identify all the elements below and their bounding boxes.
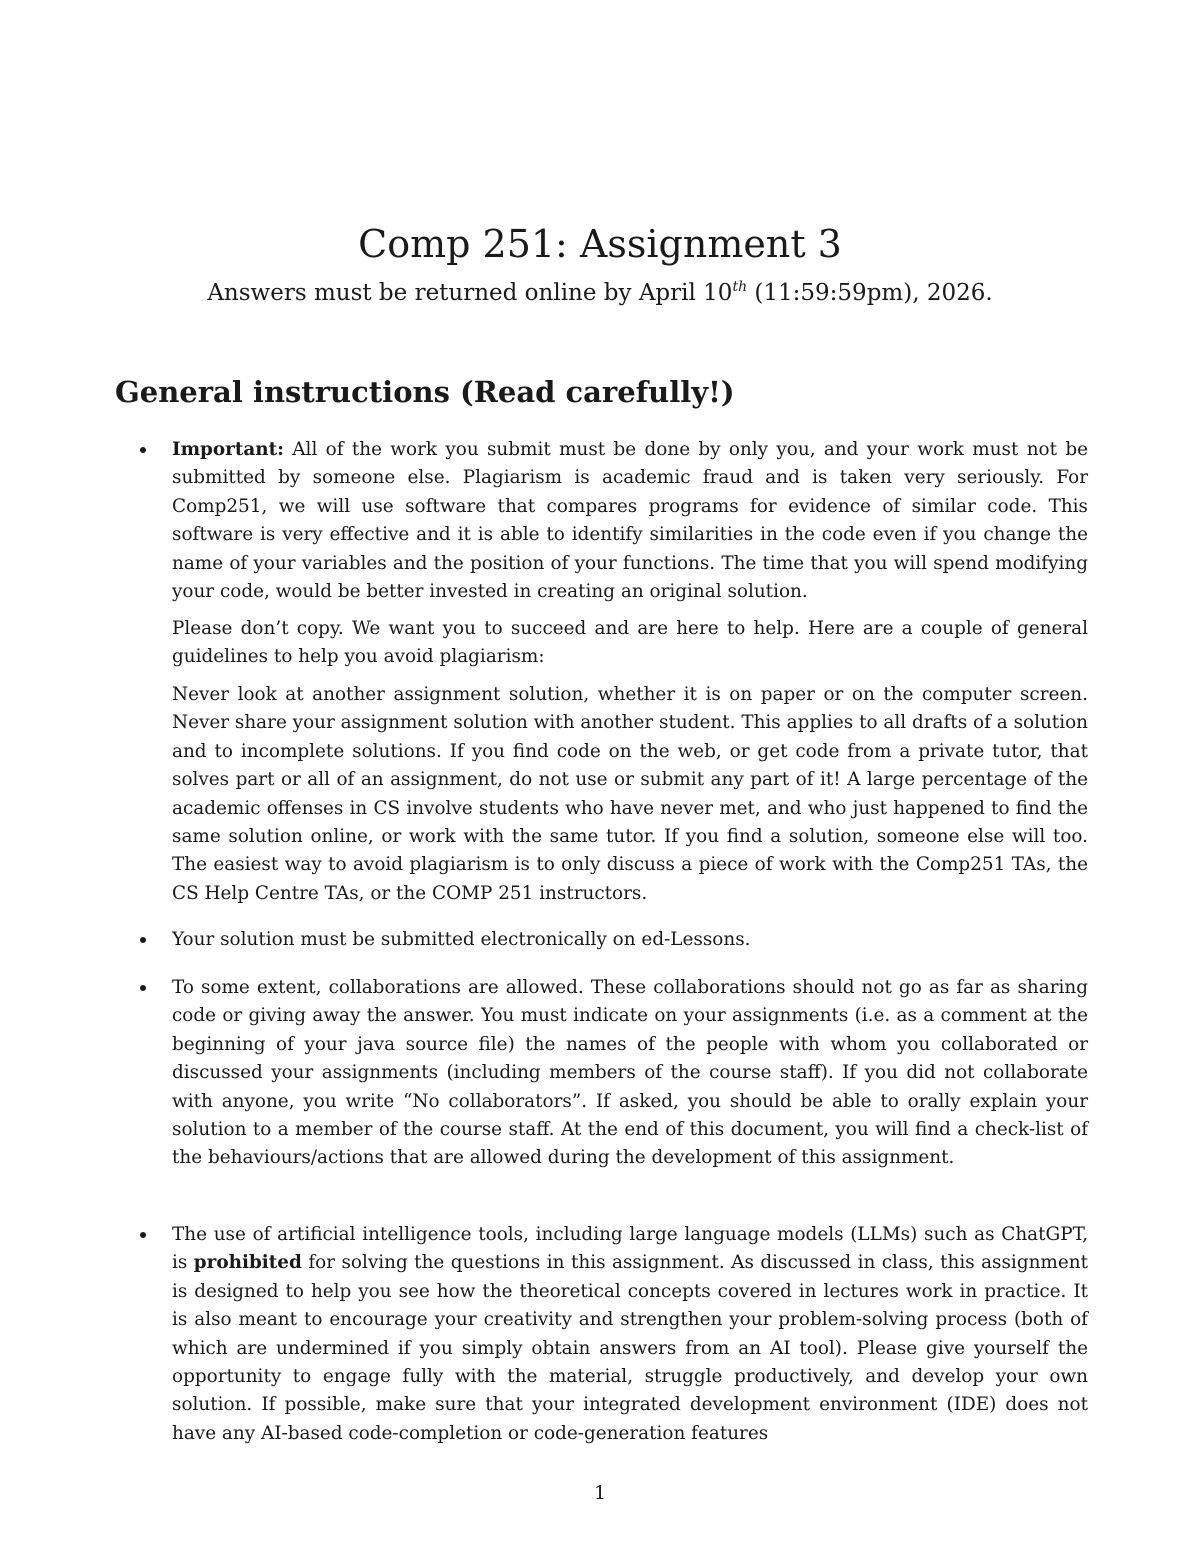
page-number: 1	[593, 1482, 607, 1504]
bullet-icon	[140, 985, 146, 991]
important-paragraph	[172, 436, 1088, 606]
ai-policy-paragraph	[172, 1221, 1088, 1448]
ai-policy-text-start: The use of artificial intelligence tools, including large language models (LLMs) such as ChatGPT, is	[172, 1224, 1088, 1274]
submission-paragraph: Your solution must be submitted electronically on ed-Lessons.	[172, 929, 751, 950]
prohibited-label: prohibited	[193, 1252, 302, 1274]
collaborations-paragraph: To some extent, collaborations are allowed. These collaborations should not go as far as sharing code or giving away the answer. You must indicate on your assignments (i.e. as a comment at the beginning of your java source file) the names of the people with whom you collaborated or discussed your assignments (including members of the course staff). If you did not collaborate with anyone, you write “No collaborators”. If asked, you should be able to orally explain your solution to a member of the course staff. At the end of this document, you will find a check-list of the behaviours/actions that are allowed during the development of this assignment.	[172, 977, 1088, 1169]
never-look-paragraph: Never look at another assignment solution, whether it is on paper or on the computer screen. Never share your assignment solution with another student. This applies to all drafts of a solution and to incomplete solutions. If you find code on the web, or get code from a private tutor, that solves part or all of an assignment, do not use or submit any part of it! A large percentage of the academic offenses in CS involve students who have never met, and who just happened to find the same solution online, or work with the same tutor. If you find a solution, someone else will too. The easiest way to avoid plagiarism is to only discuss a piece of work with the Comp251 TAs, the CS Help Centre TAs, or the COMP 251 instructors.	[172, 684, 1088, 904]
section-heading: General instructions (Read carefully!)	[115, 375, 735, 409]
due-date-time: (11:59:59pm), 2026.	[747, 280, 993, 306]
due-date-text: Answers must be returned online by April 10	[207, 280, 733, 306]
bullet-icon	[140, 1232, 146, 1238]
important-label: Important:	[172, 439, 284, 460]
due-date-superscript: th	[732, 279, 748, 295]
important-text: All of the work you submit must be done by only you, and your work must not be submitted by someone else. Plagiarism is academic fraud and is taken very seriously. For Comp251, we will use software that compares programs for evidence of similar code. This software is very effective and it is able to identify similarities in the code even if you change the name of your variables and the position of your functions. The time that you will spend modifying your code, would be better invested in creating an original solution.	[172, 439, 1088, 603]
dont-copy-paragraph: Please don’t copy. We want you to succeed and are here to help. Here are a couple of general guidelines to help you avoid plagiarism:	[172, 618, 1088, 668]
document-title: Comp 251: Assignment 3	[358, 222, 842, 267]
due-date-line	[0, 278, 1200, 308]
ai-policy-text-end: for solving the questions in this assignment. As discussed in class, this assignment is designed to help you see how the theoretical concepts covered in lectures work in practice. It is also meant to encourage your creativity and strengthen your problem-solving process (both of which are undermined if you simply obtain answers from an AI tool). Please give yourself the opportunity to engage fully with the material, struggle productively, and develop your own solution. If possible, make sure that your integrated development environment (IDE) does not have any AI-based code-completion or code-generation features	[172, 1252, 1088, 1444]
bullet-icon	[140, 447, 146, 453]
bullet-icon	[140, 937, 146, 943]
